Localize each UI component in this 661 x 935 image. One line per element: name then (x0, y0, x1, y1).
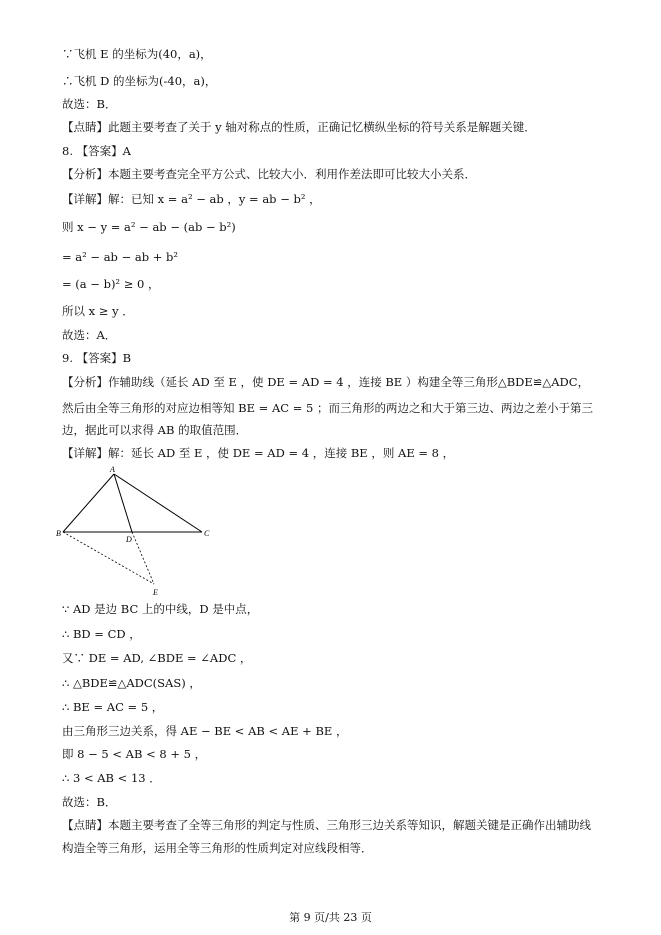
text-line: 8. 【答案】A (62, 144, 131, 158)
text-line: 边，据此可以求得 AB 的取值范围． (62, 423, 248, 437)
text-line: 【点睛】本题主要考查了全等三角形的判定与性质、三角形三边关系等知识，解题关键是正确作出辅助线 (62, 818, 591, 832)
text-line: ∴ △BDE≌△ADC(SAS) ， (62, 676, 201, 690)
text-line: 所以 x ≥ y ． (62, 304, 134, 318)
text-line: 构造全等三角形，运用全等三角形的性质判定对应线段相等． (62, 841, 373, 855)
text-line: ∴ BD = CD ， (62, 627, 141, 641)
segment-be (63, 532, 154, 584)
text-line: 则 x − y = a² − ab − (ab − b²) (62, 220, 236, 234)
segment-ad (114, 474, 132, 532)
text-line: ∴飞机 D 的坐标为(-40，a)， (62, 74, 217, 88)
text-line: 由三角形三边关系，得 AE − BE < AB < AE + BE ， (62, 724, 348, 738)
text-line: 又∵ DE = AD, ∠BDE = ∠ADC ， (62, 651, 252, 665)
point-label-b: B (56, 529, 61, 538)
point-label-a: A (110, 466, 115, 474)
text-line: 故选：B． (62, 795, 117, 809)
point-label-c: C (204, 529, 210, 538)
text-line: ∴ BE = AC = 5 ， (62, 700, 164, 714)
segment-ac (114, 474, 202, 532)
point-label-e: E (153, 588, 158, 597)
text-line: ∴ 3 < AB < 13 ． (62, 771, 161, 785)
text-line: 故选：B． (62, 97, 117, 111)
text-line: 故选：A． (62, 328, 117, 342)
text-line: 【点睛】此题主要考查了关于 y 轴对称点的性质，正确记忆横纵坐标的符号关系是解题关键． (62, 120, 536, 134)
text-line: 然后由全等三角形的对应边相等知 BE = AC = 5 ；而三角形的两边之和大于第三边、两边之差小于第三 (62, 401, 593, 415)
text-line: ∵ AD 是边 BC 上的中线，D 是中点， (62, 602, 259, 616)
text-line: = (a − b)² ≥ 0 ， (62, 277, 160, 291)
text-line: ∵飞机 E 的坐标为(40，a)， (62, 47, 212, 61)
text-line: 9. 【答案】B (62, 351, 132, 365)
segment-ab (63, 474, 114, 532)
page-footer: 第 9 页/共 23 页 (289, 911, 372, 924)
point-label-d: D (126, 535, 132, 544)
text-line: 【分析】作辅助线（延长 AD 至 E ，使 DE = AD = 4 ，连接 BE ）构建全等三角形△BDE≌△ADC， (62, 375, 590, 389)
text-line: 【详解】解：延长 AD 至 E ，使 DE = AD = 4 ，连接 BE ，则 AE = 8 ， (62, 446, 455, 460)
text-line: = a² − ab − ab + b² (62, 250, 179, 264)
text-line: 即 8 − 5 < AB < 8 + 5 ， (62, 747, 207, 761)
text-line: 【详解】解：已知 x = a² − ab ，y = ab − b² ， (62, 192, 321, 206)
text-line: 【分析】本题主要考查完全平方公式、比较大小．利用作差法即可比较大小关系． (62, 167, 476, 181)
triangle-figure (56, 466, 226, 598)
segment-de (132, 532, 154, 584)
